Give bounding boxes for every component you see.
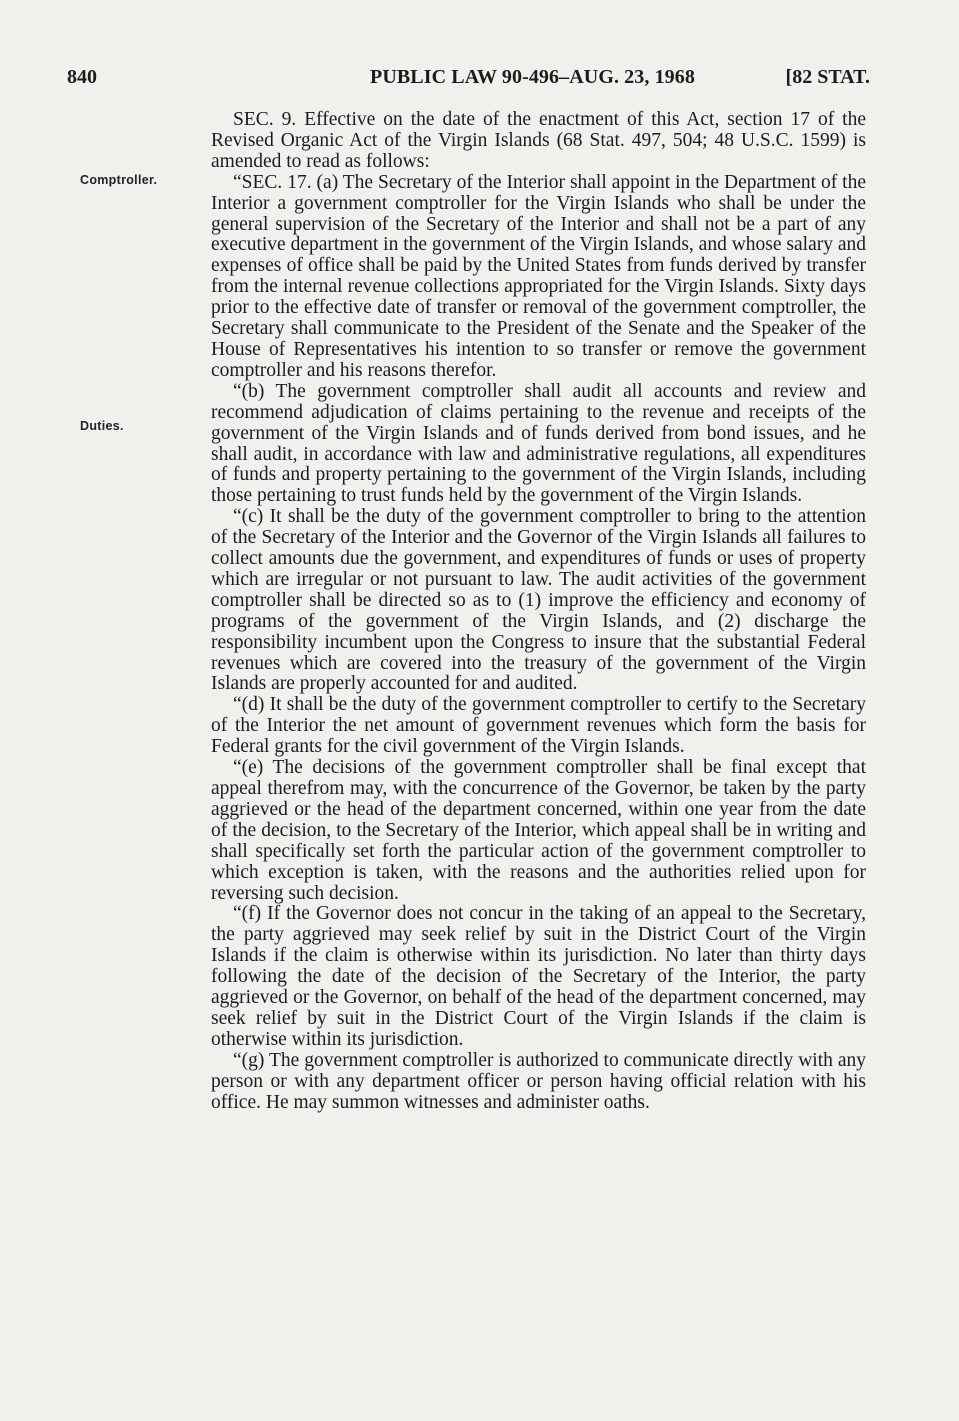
paragraph-section-17-b: “(b) The government comptroller shall audit all accounts and review and recommend adjudication of claims pertaining to the revenue and receipts of the government of the Virgin Islands and of funds derived from bond issues, and he shall audit, in accordance with law and administrative regulations, all expenditures of funds and property pertaining to the government of the Virgin Islands, including those pertaining to trust funds held by the government of the Virgin Islands. (211, 380, 866, 507)
paragraph-section-17-d: “(d) It shall be the duty of the government comptroller to certify to the Secretary of the Interior the net amount of government revenues which form the basis for Federal grants for the civil government of the Virgin Islands. (211, 694, 866, 758)
margin-note-duties: Duties. (80, 419, 124, 433)
page-header (67, 64, 870, 90)
paragraph-section-17-e: “(e) The decisions of the government comptroller shall be final except that appeal therefrom may, with the concurrence of the Governor, be taken by the party aggrieved or the head of the department concerned, within one year from the date of the decision, to the Secretary of the Interior, which appeal shall be in writing and shall specifically set forth the particular action of the government comptroller to which exception is taken, with the reasons and the authorities relied upon for reversing such decision. (211, 757, 866, 904)
paragraph-section-9: SEC. 9. Effective on the date of the enactment of this Act, section 17 of the Revised Organic Act of the Virgin Islands (68 Stat. 497, 504; 48 U.S.C. 1599) is amended to read as follows: (211, 109, 866, 172)
paragraph-section-17-g: “(g) The government comptroller is authorized to communicate directly with any person or with any department officer or person having official relation with his office. He may summon witnesses and administer oaths. (211, 1049, 866, 1113)
paragraph-section-17-f: “(f) If the Governor does not concur in the taking of an appeal to the Secretary, the party aggrieved may seek relief by suit in the District Court of the Virgin Islands if the claim is otherwise within its jurisdiction. No later than thirty days following the date of the decision of the Secretary of the Interior, the party aggrieved or the Governor, on behalf of the head of the department concerned, may seek relief by suit in the District Court of the Virgin Islands if the claim is otherwise within its jurisdiction. (211, 903, 866, 1050)
statute-body (211, 110, 866, 1114)
page-number: 840 (67, 66, 97, 88)
paragraph-section-17-a: “SEC. 17. (a) The Secretary of the Interior shall appoint in the Department of the Interior a government comptroller for the Virgin Islands who shall be under the general supervision of the Secretary of the Interior and shall not be a part of any executive department in the government of the Virgin Islands, and whose salary and expenses of office shall be paid by the United States from funds derived by transfer from the internal revenue collections appropriated for the Virgin Islands. Sixty days prior to the effective date of transfer or removal of the government comptroller, the Secretary shall communicate to the President of the Senate and the Speaker of the House of Representatives his intention to so transfer or remove the government comptroller and his reasons therefor. (211, 171, 866, 381)
margin-note-comptroller: Comptroller. (80, 173, 158, 187)
statute-reference: [82 STAT. (785, 66, 870, 88)
paragraph-section-17-c: “(c) It shall be the duty of the government comptroller to bring to the attention of the Secretary of the Interior and the Governor of the Virgin Islands all failures to collect amounts due the government, and expenditures of funds or uses of property which are irregular or not pursuant to law. The audit activities of the government comptroller shall be directed so as to (1) improve the efficiency and economy of programs of the government of the Virgin Islands, and (2) discharge the responsibility incumbent upon the Congress to insure that the substantial Federal revenues which are covered into the treasury of the government of the Virgin Islands are properly accounted for and audited. (211, 506, 866, 695)
running-head: PUBLIC LAW 90-496–AUG. 23, 1968 (370, 66, 695, 88)
